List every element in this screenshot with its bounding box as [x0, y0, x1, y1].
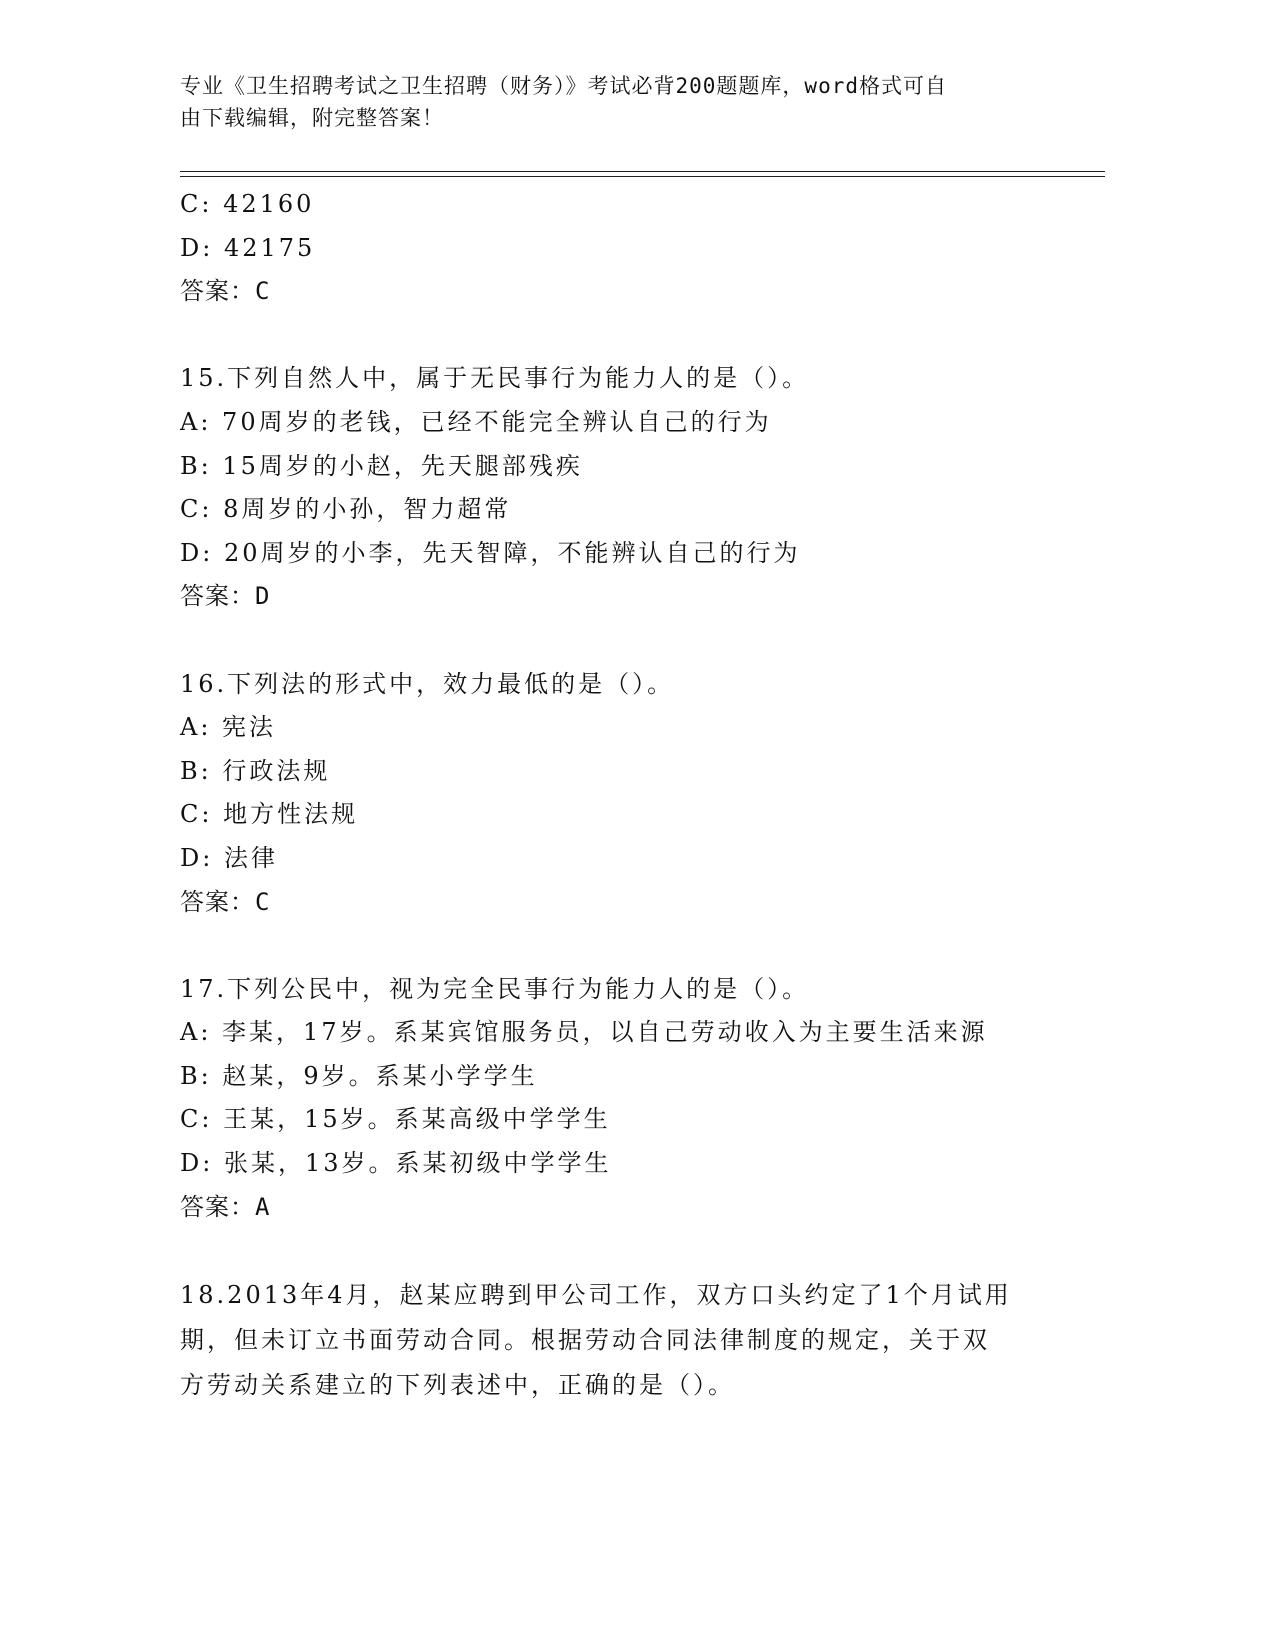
- option-c: C: 8周岁的小孙，智力超常: [180, 495, 512, 524]
- header-line-2: 由下载编辑，附完整答案！: [180, 106, 444, 130]
- spacer: [180, 1229, 1080, 1273]
- option-c: C: 地方性法规: [180, 800, 359, 829]
- question-stem: 16.下列法的形式中，效力最低的是（）。: [180, 669, 675, 698]
- question-stem: 17.下列公民中，视为完全民事行为能力人的是（）。: [180, 974, 810, 1003]
- header-divider-bottom: [180, 176, 1105, 177]
- header-line-1: 专业《卫生招聘考试之卫生招聘（财务）》考试必背200题题库，word格式可自: [180, 74, 947, 98]
- spacer: [180, 619, 1080, 663]
- document-header: [180, 70, 1060, 134]
- answer-line: 答案：A: [180, 1192, 271, 1221]
- question-17: [180, 968, 1080, 1230]
- question-stem: 15.下列自然人中，属于无民事行为能力人的是（）。: [180, 364, 810, 393]
- spacer: [180, 924, 1080, 968]
- option-c: C: 42160: [180, 190, 315, 218]
- option-d: D: 法律: [180, 843, 278, 872]
- option-b: B: 行政法规: [180, 756, 331, 785]
- answer-line: 答案：C: [180, 887, 271, 916]
- question-stem-line-3: 方劳动关系建立的下列表述中，正确的是（）。: [180, 1370, 735, 1399]
- question-stem-line-1: 18.2013年4月，赵某应聘到甲公司工作，双方口头约定了1个月试用: [180, 1280, 1012, 1309]
- previous-question-tail: [180, 183, 1080, 314]
- question-15: [180, 357, 1080, 619]
- question-list: [180, 183, 1080, 1408]
- question-18: [180, 1273, 1080, 1408]
- option-d: D: 42175: [180, 233, 316, 262]
- option-c: C: 王某，15岁。系某高级中学学生: [180, 1105, 611, 1134]
- answer-line: 答案：D: [180, 582, 271, 611]
- spacer: [180, 314, 1080, 358]
- answer-line: 答案：C: [180, 277, 271, 306]
- option-b: B: 赵某，9岁。系某小学学生: [180, 1061, 538, 1090]
- option-a: A: 李某，17岁。系某宾馆服务员，以自己劳动收入为主要生活来源: [180, 1018, 988, 1047]
- question-16: [180, 663, 1080, 925]
- option-a: A: 70周岁的老钱，已经不能完全辨认自己的行为: [180, 407, 772, 436]
- option-b: B: 15周岁的小赵，先天腿部残疾: [180, 451, 583, 480]
- question-stem-line-2: 期，但未订立书面劳动合同。根据劳动合同法律制度的规定，关于双: [180, 1325, 990, 1354]
- option-a: A: 宪法: [180, 713, 277, 742]
- option-d: D: 20周岁的小李，先天智障，不能辨认自己的行为: [180, 538, 801, 567]
- option-d: D: 张某，13岁。系某初级中学学生: [180, 1149, 612, 1178]
- header-divider-top: [180, 171, 1105, 172]
